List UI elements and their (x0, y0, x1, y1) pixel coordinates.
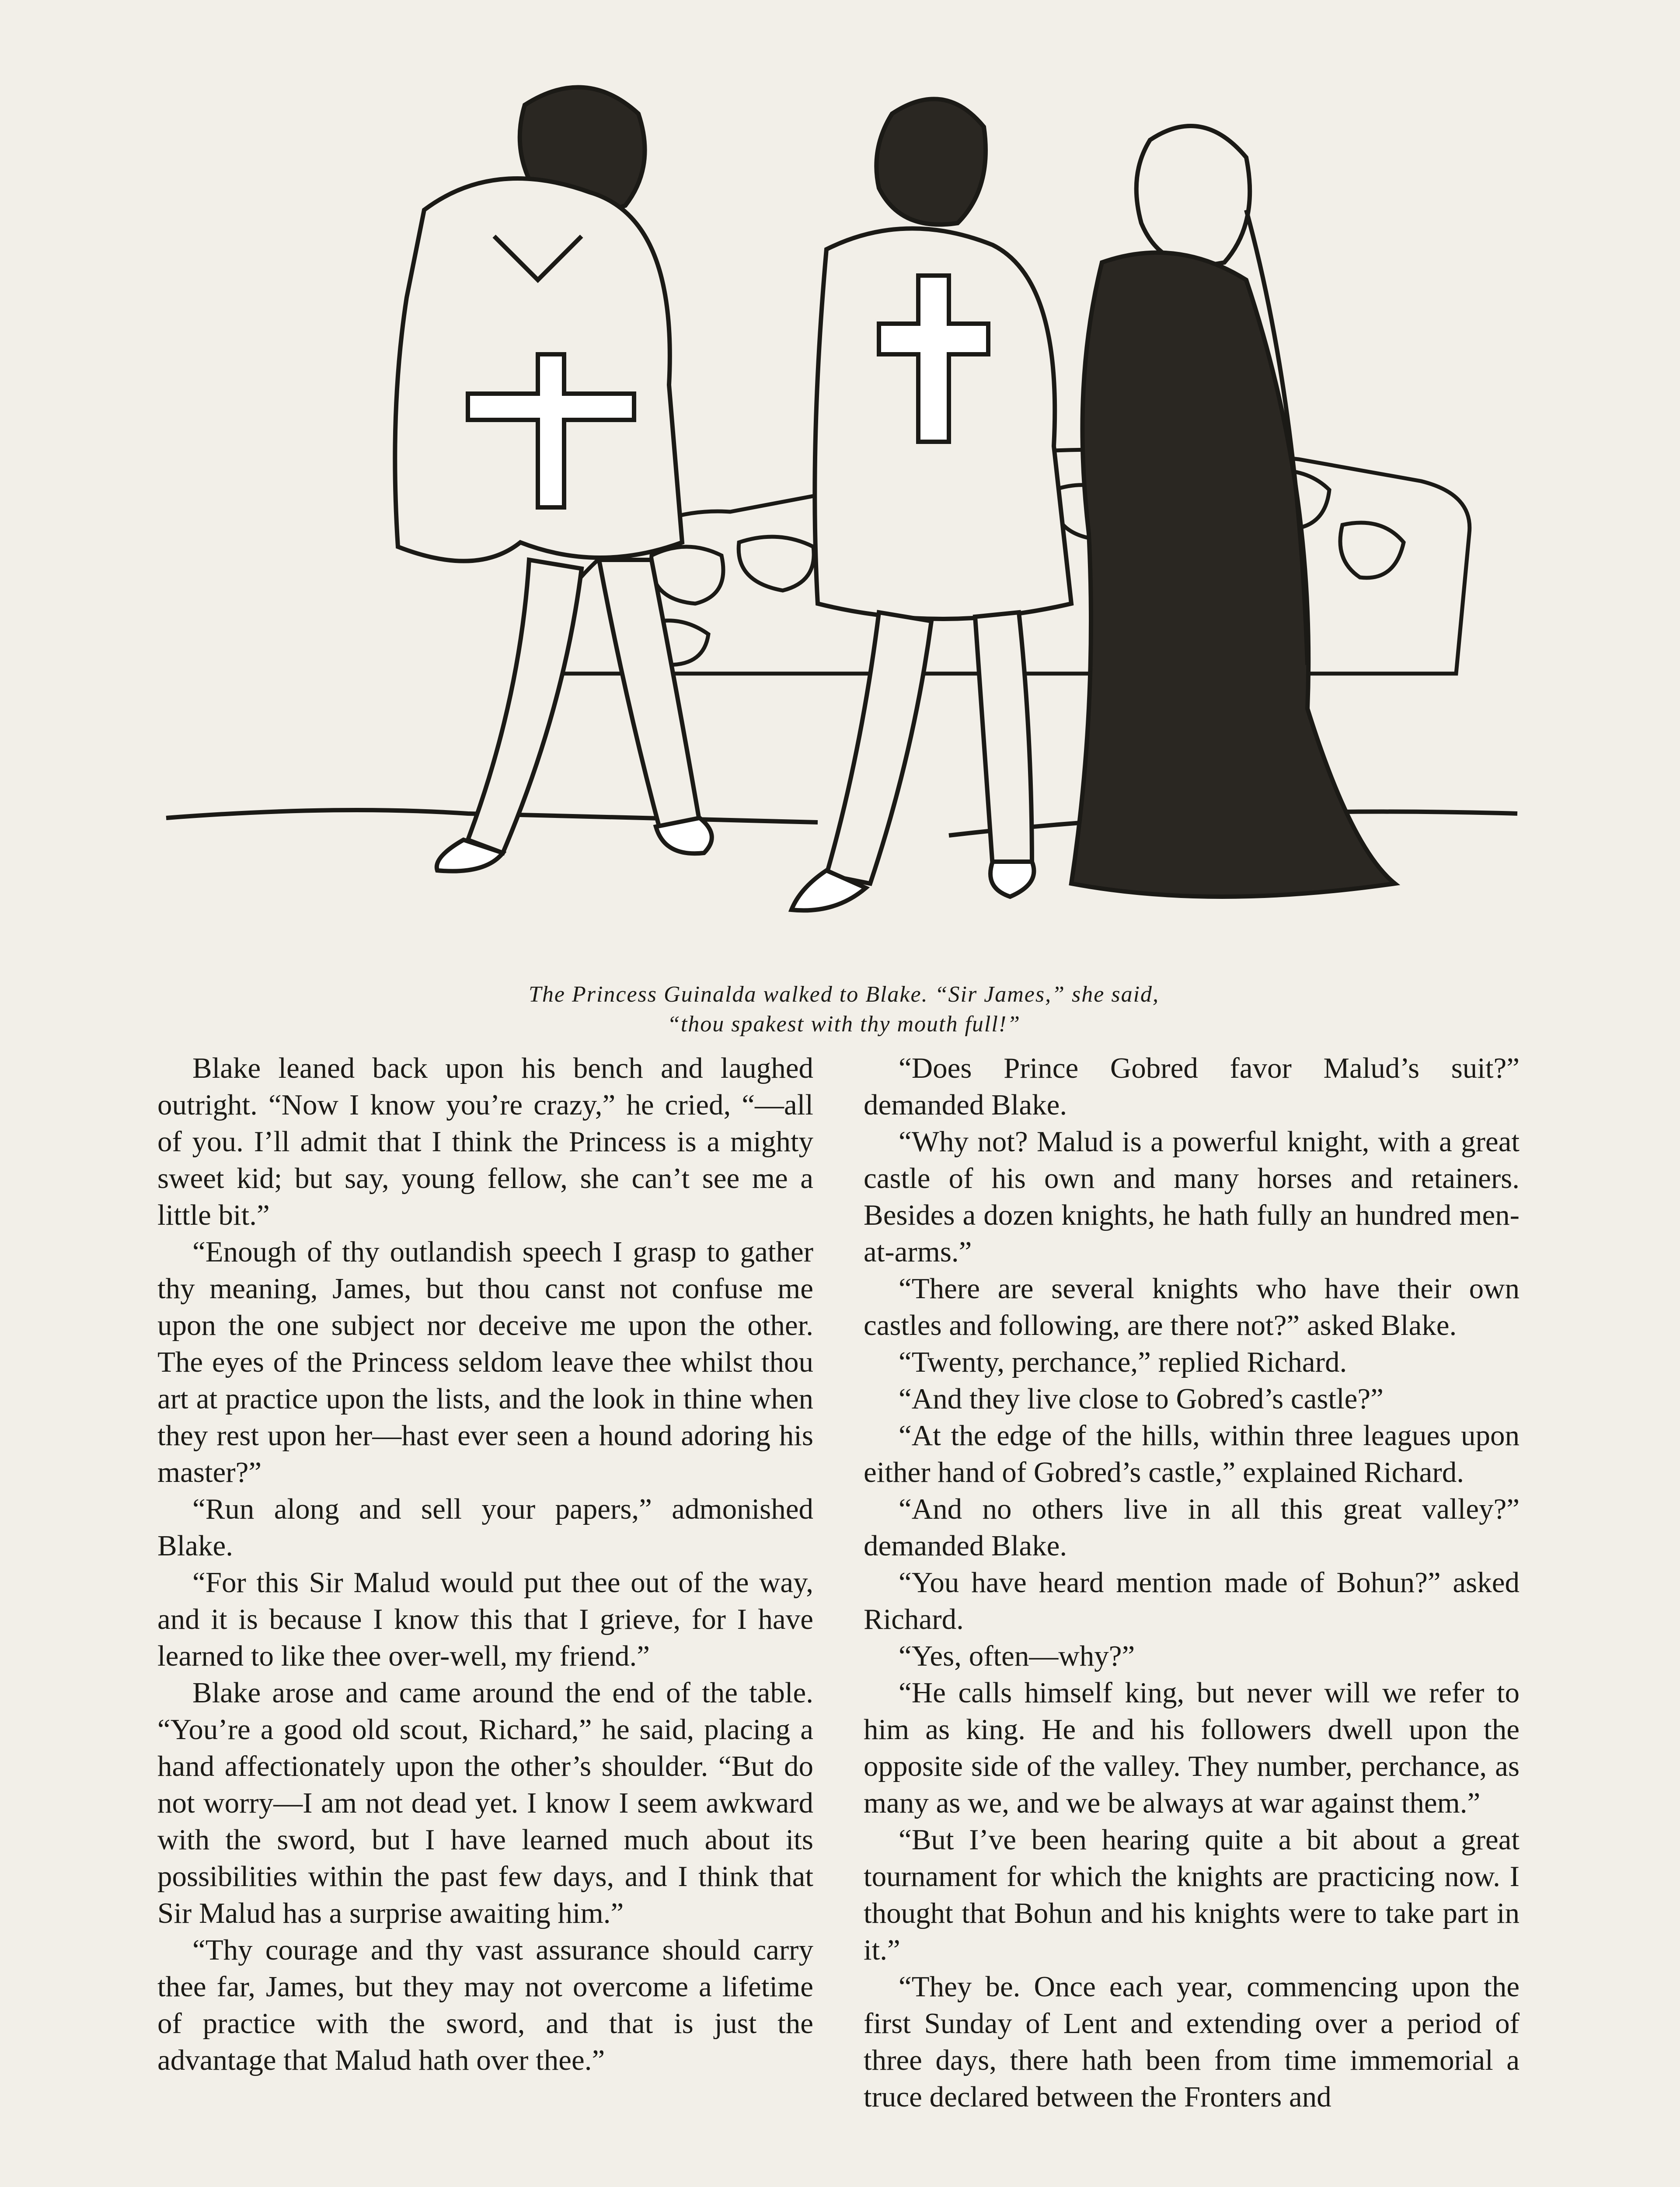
paragraph: “Yes, often—why?” (899, 1640, 1135, 1672)
paragraph: “For this Sir Malud would put thee out of the way, and it is because I know this that I grieve, for I have learned to like thee over-well, my friend.” (157, 1566, 813, 1672)
caption-line-1: The Princess Guinalda walked to Blake. “Sir James,” she said, (528, 982, 1160, 1007)
paragraph: “He calls himself king, but never will we refer to him as king. He and his followers dwell upon the opposite side of the valley. They number, perchance, as many as we, and we be always at war against them.” (864, 1677, 1520, 1819)
illustration-caption (341, 980, 1347, 1039)
left-knight-figure (395, 87, 711, 871)
paragraph: “But I’ve been hearing quite a bit about a great tournament for which the knights are practicing now. I thought that Bohun and his knights were to take part in it.” (864, 1824, 1520, 1966)
paragraph: “And they live close to Gobred’s castle?” (899, 1383, 1384, 1415)
paragraph: “Twenty, perchance,” replied Richard. (899, 1346, 1347, 1378)
paragraph: Blake leaned back upon his bench and laughed outright. “Now I know you’re crazy,” he cried, “—all of you. I’ll admit that I think the Princess is a mighty sweet kid; but say, young fellow, she can’t see me a little bit.” (157, 1052, 813, 1231)
paragraph: “Why not? Malud is a powerful knight, with a great castle of his own and many horses and retainers. Besides a dozen knights, he hath fully an hundred men-at-arms.” (864, 1125, 1520, 1268)
left-text-column (157, 1050, 813, 2079)
paragraph: “Run along and sell your papers,” admonished Blake. (157, 1493, 813, 1562)
illustration (162, 52, 1522, 954)
center-knight-figure (791, 99, 1071, 910)
paragraph: “At the edge of the hills, within three leagues upon either hand of Gobred’s castle,” explained Richard. (864, 1419, 1520, 1488)
paragraph: “You have heard mention made of Bohun?” asked Richard. (864, 1566, 1520, 1635)
paragraph: “And no others live in all this great valley?” demanded Blake. (864, 1493, 1520, 1562)
paragraph: “Does Prince Gobred favor Malud’s suit?” demanded Blake. (864, 1052, 1520, 1121)
paragraph: “There are several knights who have their own castles and following, are there not?” asked Blake. (864, 1272, 1520, 1342)
paragraph: “Thy courage and thy vast assurance should carry thee far, James, but they may not overcome a lifetime of practice with the sword, and that is just the advantage that Malud hath over thee.” (157, 1934, 813, 2076)
right-text-column (864, 1050, 1520, 2115)
paragraph: “Enough of thy outlandish speech I grasp to gather thy meaning, James, but thou canst not confuse me upon the one subject nor deceive me upon the other. The eyes of the Princess seldom leave thee whilst thou art at practice upon the lists, and the look in thine when they rest upon her—hast ever seen a hound adoring his master?” (157, 1236, 813, 1488)
paragraph: “They be. Once each year, commencing upon the first Sunday of Lent and extending over a period of three days, there hath been from time immemorial a truce declared between the Fronters and (864, 1970, 1520, 2113)
paragraph: Blake arose and came around the end of the table. “You’re a good old scout, Richard,” he said, placing a hand affectionately upon the other’s shoulder. “But do not worry—I am not dead yet. I know I seem awkward with the sword, but I have learned much about its possibilities within the past few days, and I think that Sir Malud has a surprise awaiting him.” (157, 1677, 813, 1929)
caption-line-2: “thou spakest with thy mouth full!” (667, 1012, 1021, 1037)
